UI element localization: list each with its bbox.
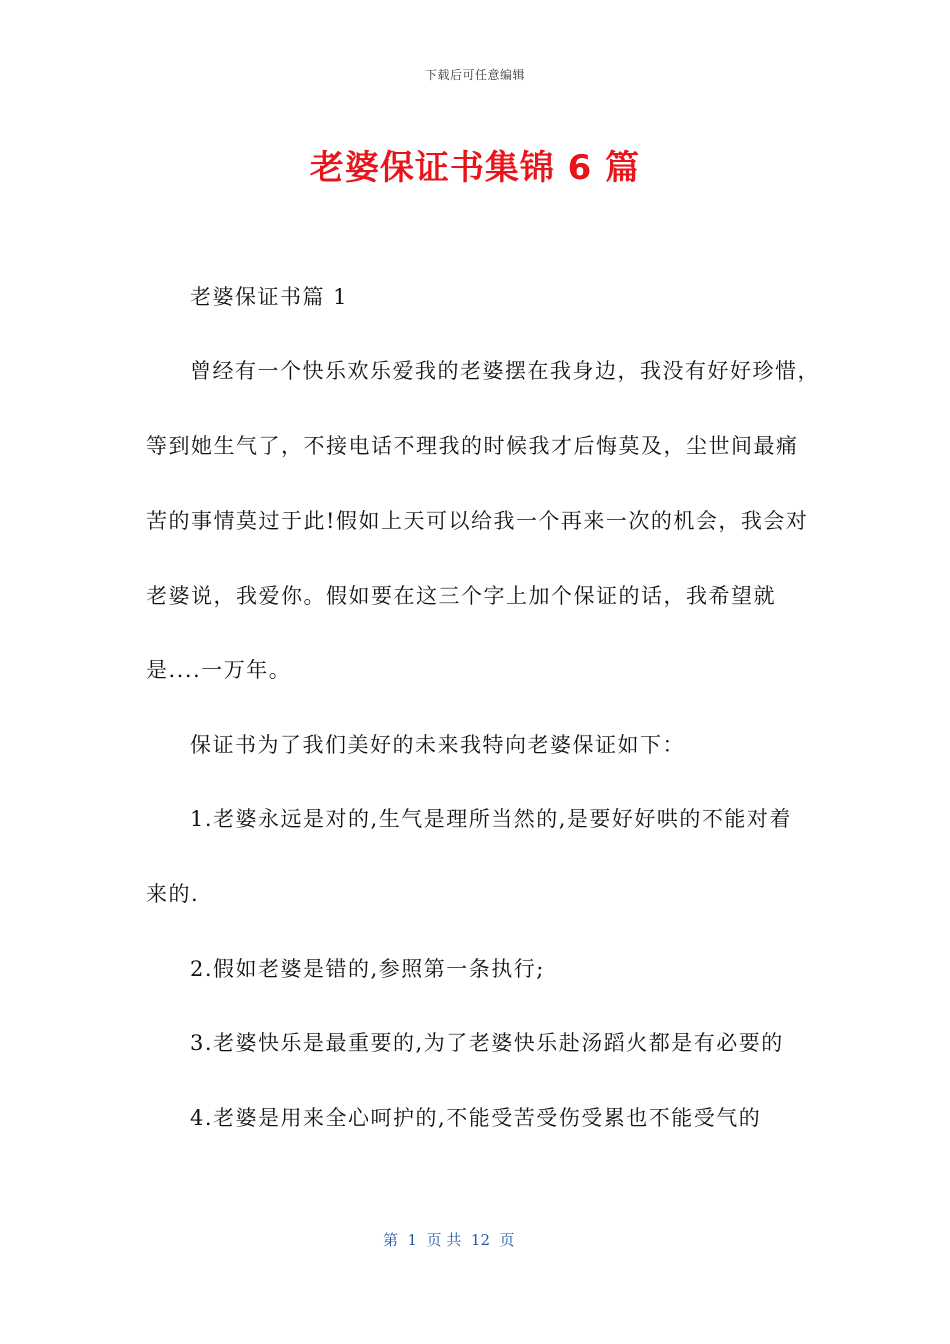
- paragraph-line: 等到她生气了，不接电话不理我的时候我才后悔莫及，尘世间最痛: [146, 434, 799, 458]
- paragraph-line: 老婆说，我爱你。假如要在这三个字上加个保证的话，我希望就: [146, 584, 776, 608]
- header-note: 下载后可任意编辑: [424, 68, 525, 82]
- list-item: 2.假如老婆是错的,参照第一条执行;: [190, 957, 545, 981]
- list-item: 4.老婆是用来全心呵护的,不能受苦受伤受累也不能受气的: [190, 1106, 762, 1130]
- paragraph-line: 保证书为了我们美好的未来我特向老婆保证如下：: [190, 733, 685, 757]
- document-title: 老婆保证书集锦 6 篇: [309, 148, 641, 188]
- paragraph-line: 曾经有一个快乐欢乐爱我的老婆摆在我身边，我没有好好珍惜，: [190, 359, 820, 383]
- list-item-continuation: 来的.: [146, 882, 200, 906]
- paragraph-line: 是....一万年。: [146, 658, 292, 682]
- paragraph-line: 苦的事情莫过于此!假如上天可以给我一个再来一次的机会，我会对: [146, 509, 809, 533]
- list-item: 3.老婆快乐是最重要的,为了老婆快乐赴汤蹈火都是有必要的: [190, 1031, 784, 1055]
- list-item: 1.老婆永远是对的,生气是理所当然的,是要好好哄的不能对着: [190, 807, 792, 831]
- page-number-footer: 第 1 页 共 12 页: [383, 1231, 515, 1249]
- section-heading: 老婆保证书篇 1: [190, 285, 349, 309]
